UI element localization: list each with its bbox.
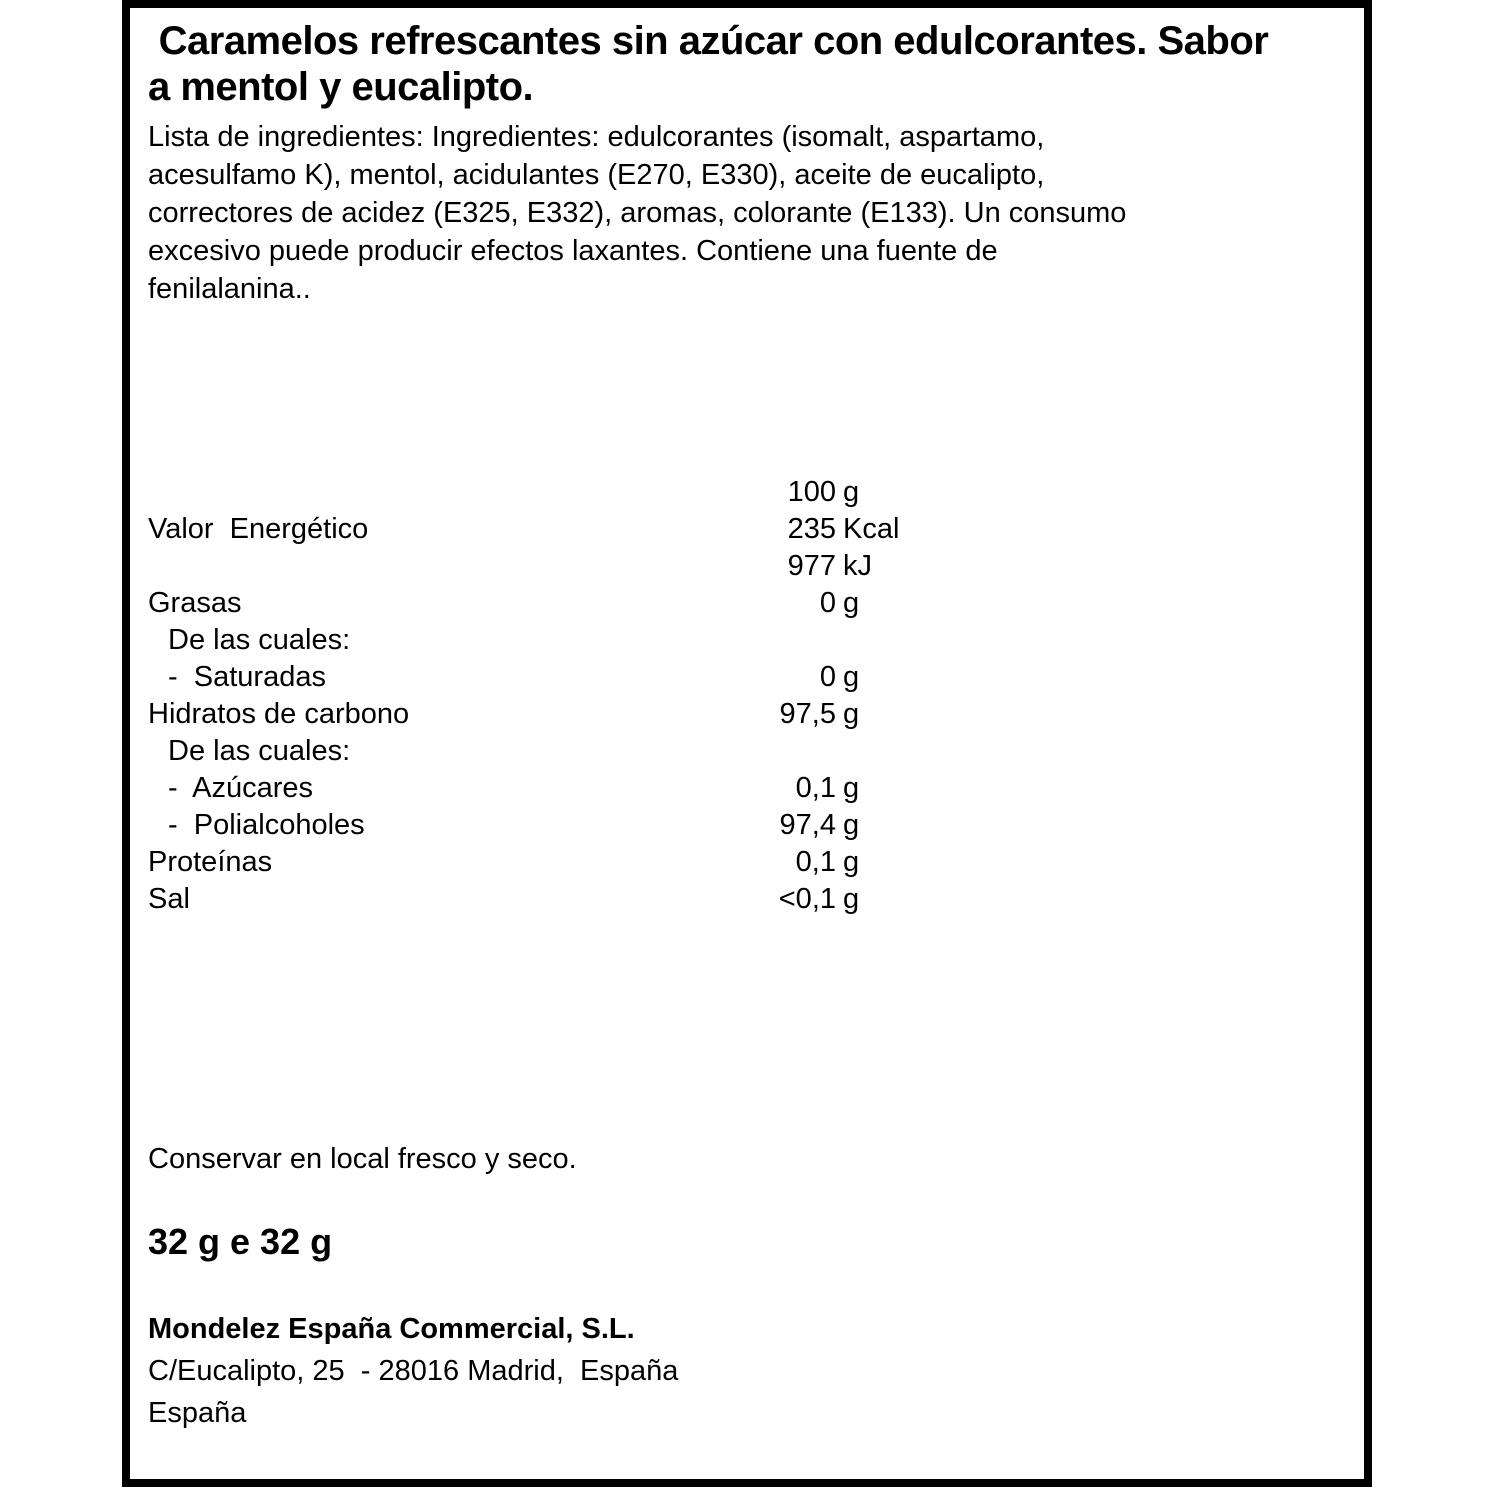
net-weight: 32 g e 32 g [148,1221,333,1262]
text-line: correctores de acidez (E325, E332), aromas, colorante (E133). Un consumo [148,197,1127,229]
nutrient-unit [836,733,843,770]
nutrient-amount: 0,1 [795,772,836,804]
text-line: excesivo puede producir efectos laxantes. Contiene una fuente de [148,235,998,267]
nutrient-unit: kJ [843,550,872,582]
nutrition-row [148,881,1346,918]
nutrient-name: - Saturadas [168,661,326,693]
text-line: Caramelos refrescantes sin azúcar con edulcorantes. Sabor [148,19,1269,63]
nutrition-rows [148,511,1346,918]
nutrient-unit: g [843,587,860,619]
nutrient-unit: g [843,846,860,878]
nutrient-name: Valor Energético [148,513,369,545]
nutrient-name: Grasas [148,587,242,619]
nutrient-unit: g [843,698,860,730]
ingredients-text [148,118,1346,308]
nutrition-column-header [148,474,1346,511]
nutrition-row [148,659,1346,696]
nutrient-name: Sal [148,883,190,915]
storage-note: Conservar en local fresco y seco. [148,1143,577,1175]
nutrient-amount: 97,4 [779,809,836,841]
nutrient-amount: <0,1 [778,883,836,915]
nutrient-amount: 97,5 [779,698,836,730]
nutrient-name: De las cuales: [168,735,351,767]
nutrient-amount: 0 [819,661,836,693]
nutrition-row [148,696,1346,733]
manufacturer-address: C/Eucalipto, 25 - 28016 Madrid, España [148,1355,679,1387]
nutrition-header-label [148,474,714,511]
nutrient-amount: 0,1 [795,846,836,878]
nutrient-amount [714,622,836,659]
nutrient-unit: g [843,809,860,841]
nutrition-header-amount: 100 [787,476,836,508]
nutrition-row [148,548,1346,585]
nutrition-row [148,585,1346,622]
text-line: fenilalanina.. [148,273,311,305]
nutrient-unit: g [843,661,860,693]
nutrient-amount: 0 [819,587,836,619]
nutrition-table [148,474,1346,918]
nutrient-amount: 977 [787,550,836,582]
nutrition-header-unit: g [843,476,860,508]
nutrient-unit: g [843,772,860,804]
label-frame [122,0,1372,1487]
nutrient-unit: g [843,883,860,915]
nutrient-unit [836,622,843,659]
nutrient-amount [714,733,836,770]
nutrient-name: Hidratos de carbono [148,698,410,730]
nutrition-row [148,622,1346,659]
nutrient-name [148,548,714,585]
nutrient-amount: 235 [787,513,836,545]
nutrition-row [148,733,1346,770]
nutrition-row [148,844,1346,881]
nutrient-name: - Polialcoholes [168,809,365,841]
nutrient-unit: Kcal [843,513,900,545]
manufacturer-country: España [148,1397,247,1429]
manufacturer-block [148,1308,1346,1434]
text-line: a mentol y eucalipto. [148,65,534,109]
text-line: Lista de ingredientes: Ingredientes: edulcorantes (isomalt, aspartamo, [148,121,1045,153]
nutrient-name: - Azúcares [168,772,314,804]
manufacturer-name: Mondelez España Commercial, S.L. [148,1313,635,1345]
nutrient-name: Proteínas [148,846,273,878]
nutrient-name: De las cuales: [168,624,351,656]
product-title [148,18,1346,110]
nutrition-row [148,511,1346,548]
nutrition-row [148,770,1346,807]
text-line: acesulfamo K), mentol, acidulantes (E270, E330), aceite de eucalipto, [148,159,1045,191]
nutrition-row [148,807,1346,844]
